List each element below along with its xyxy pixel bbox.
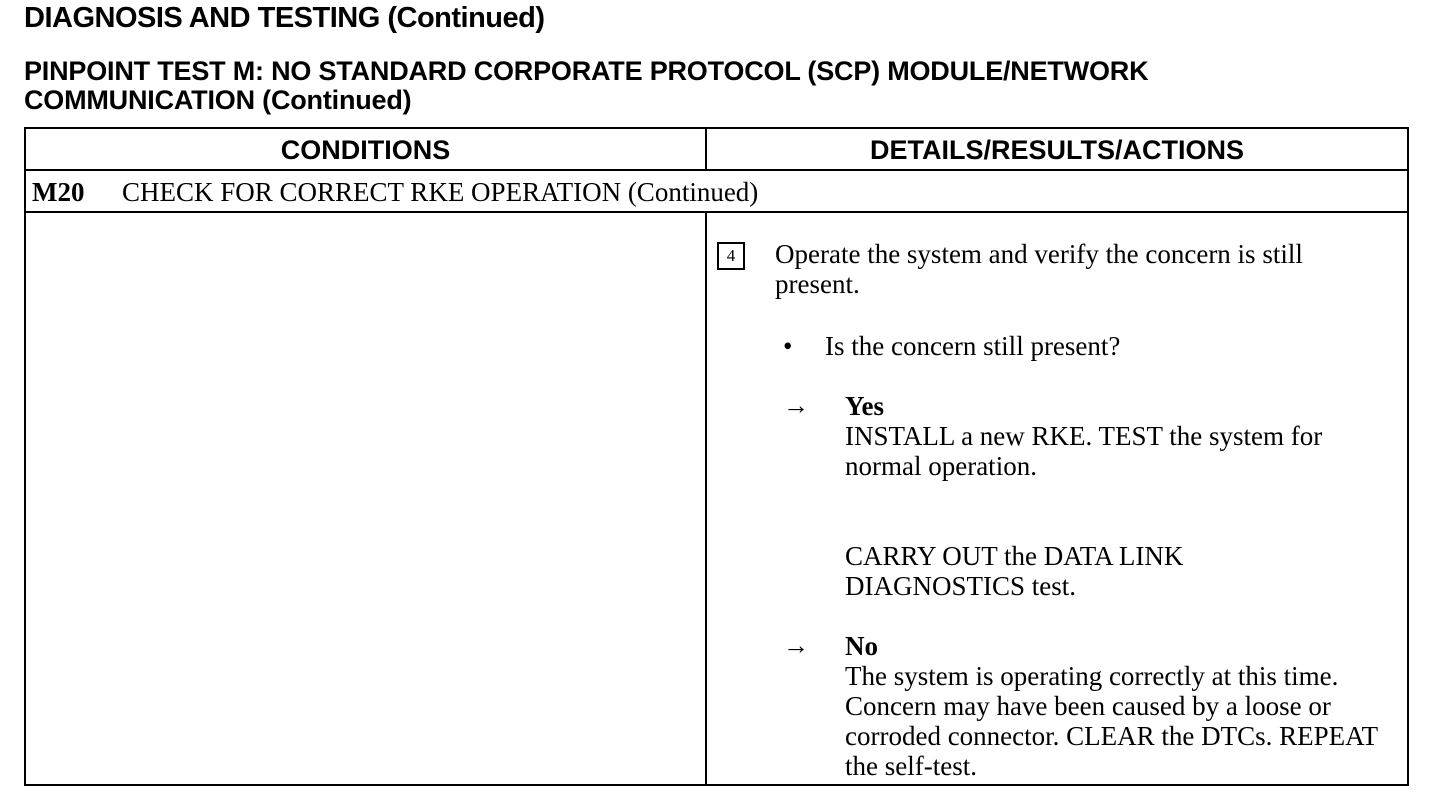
step-number: M20 [32,177,85,207]
yes-action-text: INSTALL a new RKE. TEST the system for normal operation. [845,421,1323,481]
details-header: DETAILS/RESULTS/ACTIONS [869,135,1244,165]
yes-followup-text: CARRY OUT the DATA LINK DIAGNOSTICS test. [845,541,1184,601]
pinpoint-test-title [24,57,1424,115]
table-header-row [26,129,1407,171]
conditions-header: CONDITIONS [26,129,707,169]
bullet-icon: • [783,331,793,361]
test-title-line-2: COMMUNICATION (Continued) [24,85,412,115]
details-cell [707,213,1407,784]
no-label: No [845,631,878,661]
yes-branch-body [845,391,1405,601]
page-title: DIAGNOSIS AND TESTING (Continued) [24,2,545,34]
test-title-line-1: PINPOINT TEST M: NO STANDARD CORPORATE PROTOCOL (SCP) MODULE/NETWORK [24,56,1149,86]
yes-label: Yes [845,391,884,421]
no-action-text: The system is operating correctly at this time. Concern may have been caused by a loose or corroded connector. CLEAR the DTCs. REPEAT the self-test. [845,661,1378,781]
substep-number-box: 4 [717,242,745,270]
step-title: CHECK FOR CORRECT RKE OPERATION (Continued) [122,177,759,207]
conditions-cell [26,213,707,784]
question-text: Is the concern still present? [825,331,1121,361]
instruction-text: Operate the system and verify the concern is still present. [775,239,1303,299]
arrow-right-icon: → [783,631,809,660]
question-line [783,331,1120,361]
step-row [26,171,1407,213]
diagnostic-table [24,127,1409,786]
no-branch-body [845,631,1405,781]
arrow-right-icon: → [783,391,809,420]
